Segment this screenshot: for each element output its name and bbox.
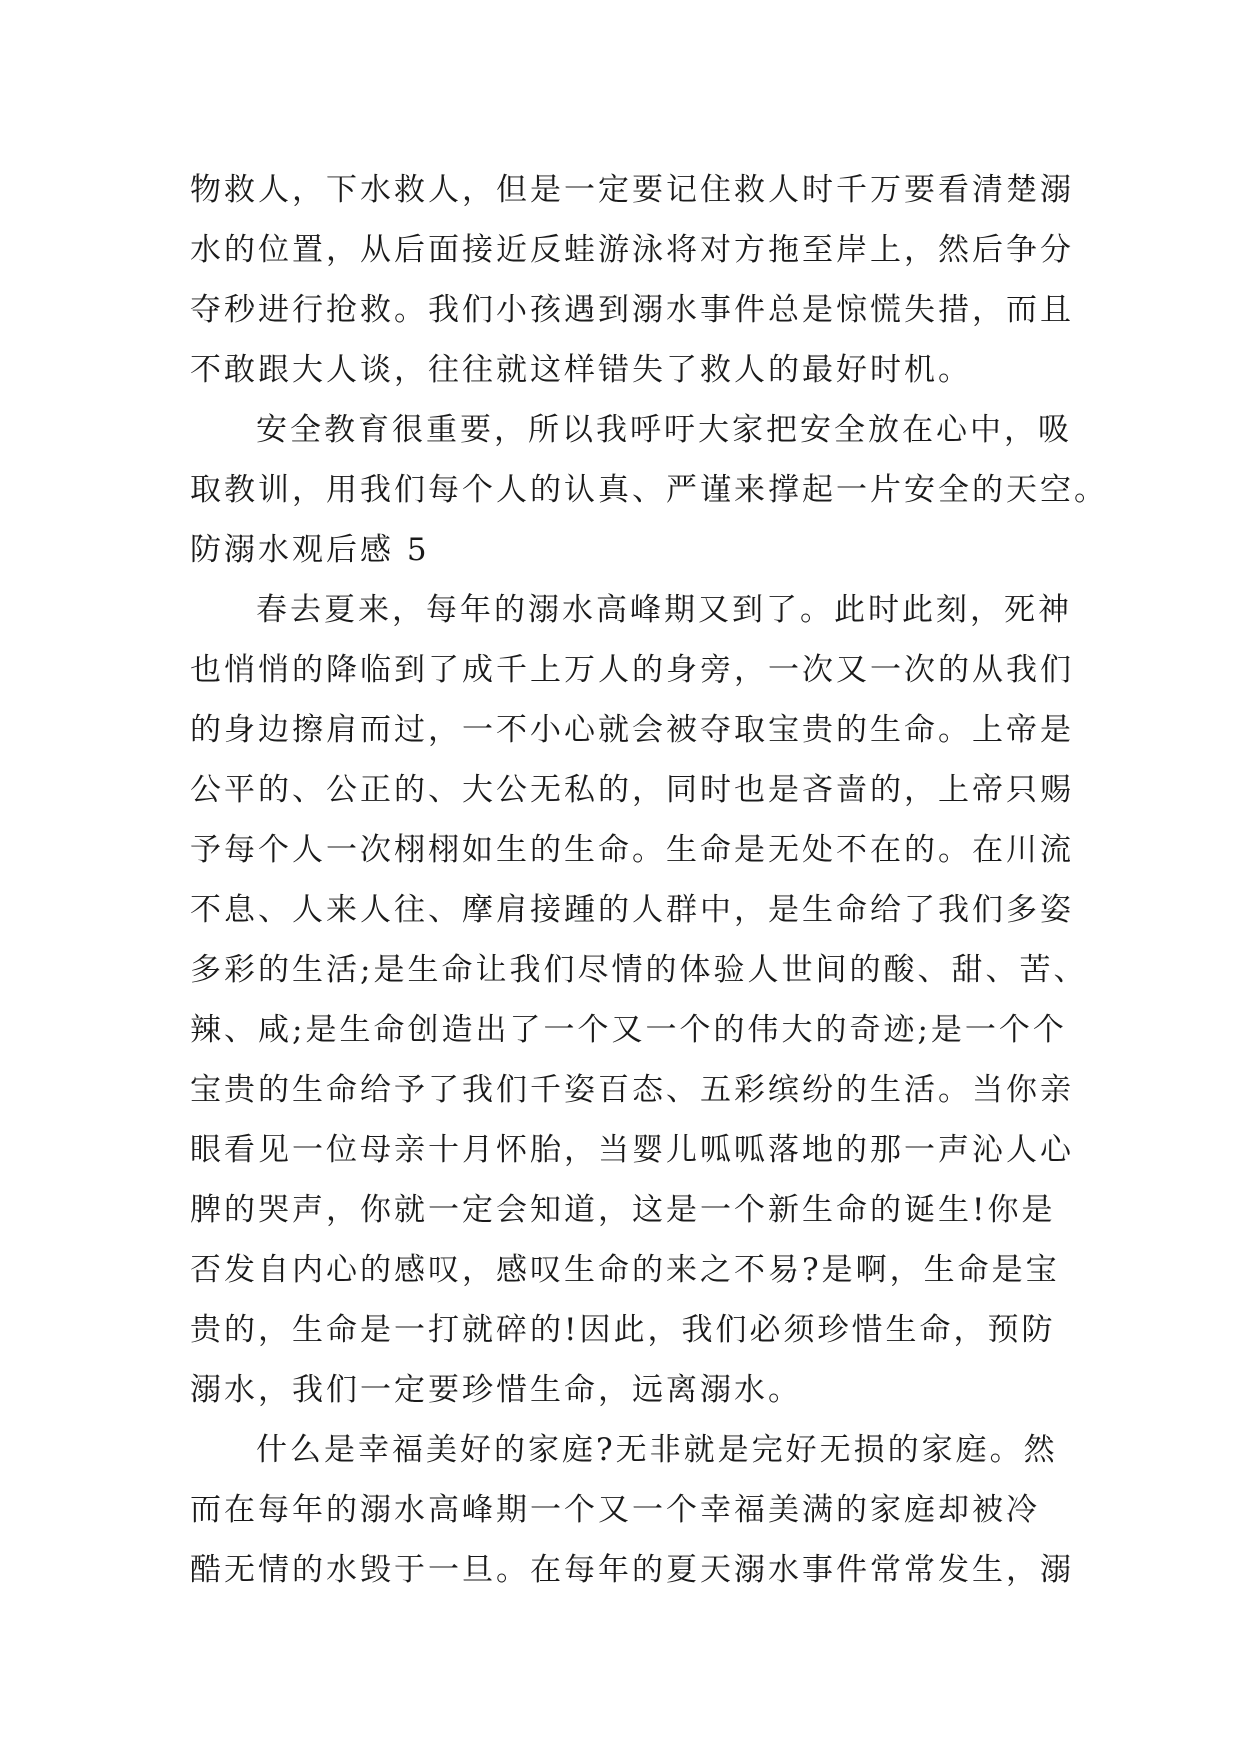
paragraph-line: 取教训，用我们每个人的认真、严谨来撑起一片安全的天空。	[190, 472, 1108, 508]
paragraph-line: 多彩的生活;是生命让我们尽情的体验人世间的酸、甜、苦、	[190, 952, 1088, 988]
paragraph-4	[190, 1420, 1074, 1600]
paragraph-line: 贵的，生命是一打就碎的!因此，我们必须珍惜生命，预防	[190, 1312, 1056, 1348]
paragraph-line: 什么是幸福美好的家庭?无非就是完好无损的家庭。然	[256, 1432, 1058, 1468]
paragraph-line: 辣、咸;是生命创造出了一个又一个的伟大的奇迹;是一个个	[190, 1012, 1067, 1048]
paragraph-line: 物救人，下水救人，但是一定要记住救人时千万要看清楚溺	[190, 172, 1074, 208]
paragraph-line: 公平的、公正的、大公无私的，同时也是吝啬的，上帝只赐	[190, 772, 1074, 808]
paragraph-line: 水的位置，从后面接近反蛙游泳将对方拖至岸上，然后争分	[190, 232, 1074, 268]
paragraph-line: 酷无情的水毁于一旦。在每年的夏天溺水事件常常发生，溺	[190, 1552, 1074, 1588]
paragraph-line: 春去夏来，每年的溺水高峰期又到了。此时此刻，死神	[256, 592, 1072, 628]
paragraph-line: 否发自内心的感叹，感叹生命的来之不易?是啊，生命是宝	[190, 1252, 1060, 1288]
paragraph-line: 而在每年的溺水高峰期一个又一个幸福美满的家庭却被冷	[190, 1492, 1040, 1528]
section-heading: 防溺水观后感 5	[190, 532, 430, 568]
paragraph-1	[190, 160, 1074, 400]
paragraph-line: 脾的哭声，你就一定会知道，这是一个新生命的诞生!你是	[190, 1192, 1056, 1228]
paragraph-3	[190, 580, 1088, 1420]
paragraph-line: 宝贵的生命给予了我们千姿百态、五彩缤纷的生活。当你亲	[190, 1072, 1074, 1108]
paragraph-line: 不敢跟大人谈，往往就这样错失了救人的最好时机。	[190, 352, 972, 388]
document-body	[190, 160, 1108, 1600]
paragraph-line: 夺秒进行抢救。我们小孩遇到溺水事件总是惊慌失措，而且	[190, 292, 1074, 328]
paragraph-line: 予每个人一次栩栩如生的生命。生命是无处不在的。在川流	[190, 832, 1074, 868]
paragraph-line: 眼看见一位母亲十月怀胎，当婴儿呱呱落地的那一声沁人心	[190, 1132, 1074, 1168]
paragraph-2	[190, 400, 1108, 520]
paragraph-line: 也悄悄的降临到了成千上万人的身旁，一次又一次的从我们	[190, 652, 1074, 688]
paragraph-line: 安全教育很重要，所以我呼吁大家把安全放在心中，吸	[256, 412, 1072, 448]
paragraph-line: 不息、人来人往、摩肩接踵的人群中，是生命给了我们多姿	[190, 892, 1074, 928]
paragraph-line: 的身边擦肩而过，一不小心就会被夺取宝贵的生命。上帝是	[190, 712, 1074, 748]
paragraph-line: 溺水，我们一定要珍惜生命，远离溺水。	[190, 1372, 802, 1408]
